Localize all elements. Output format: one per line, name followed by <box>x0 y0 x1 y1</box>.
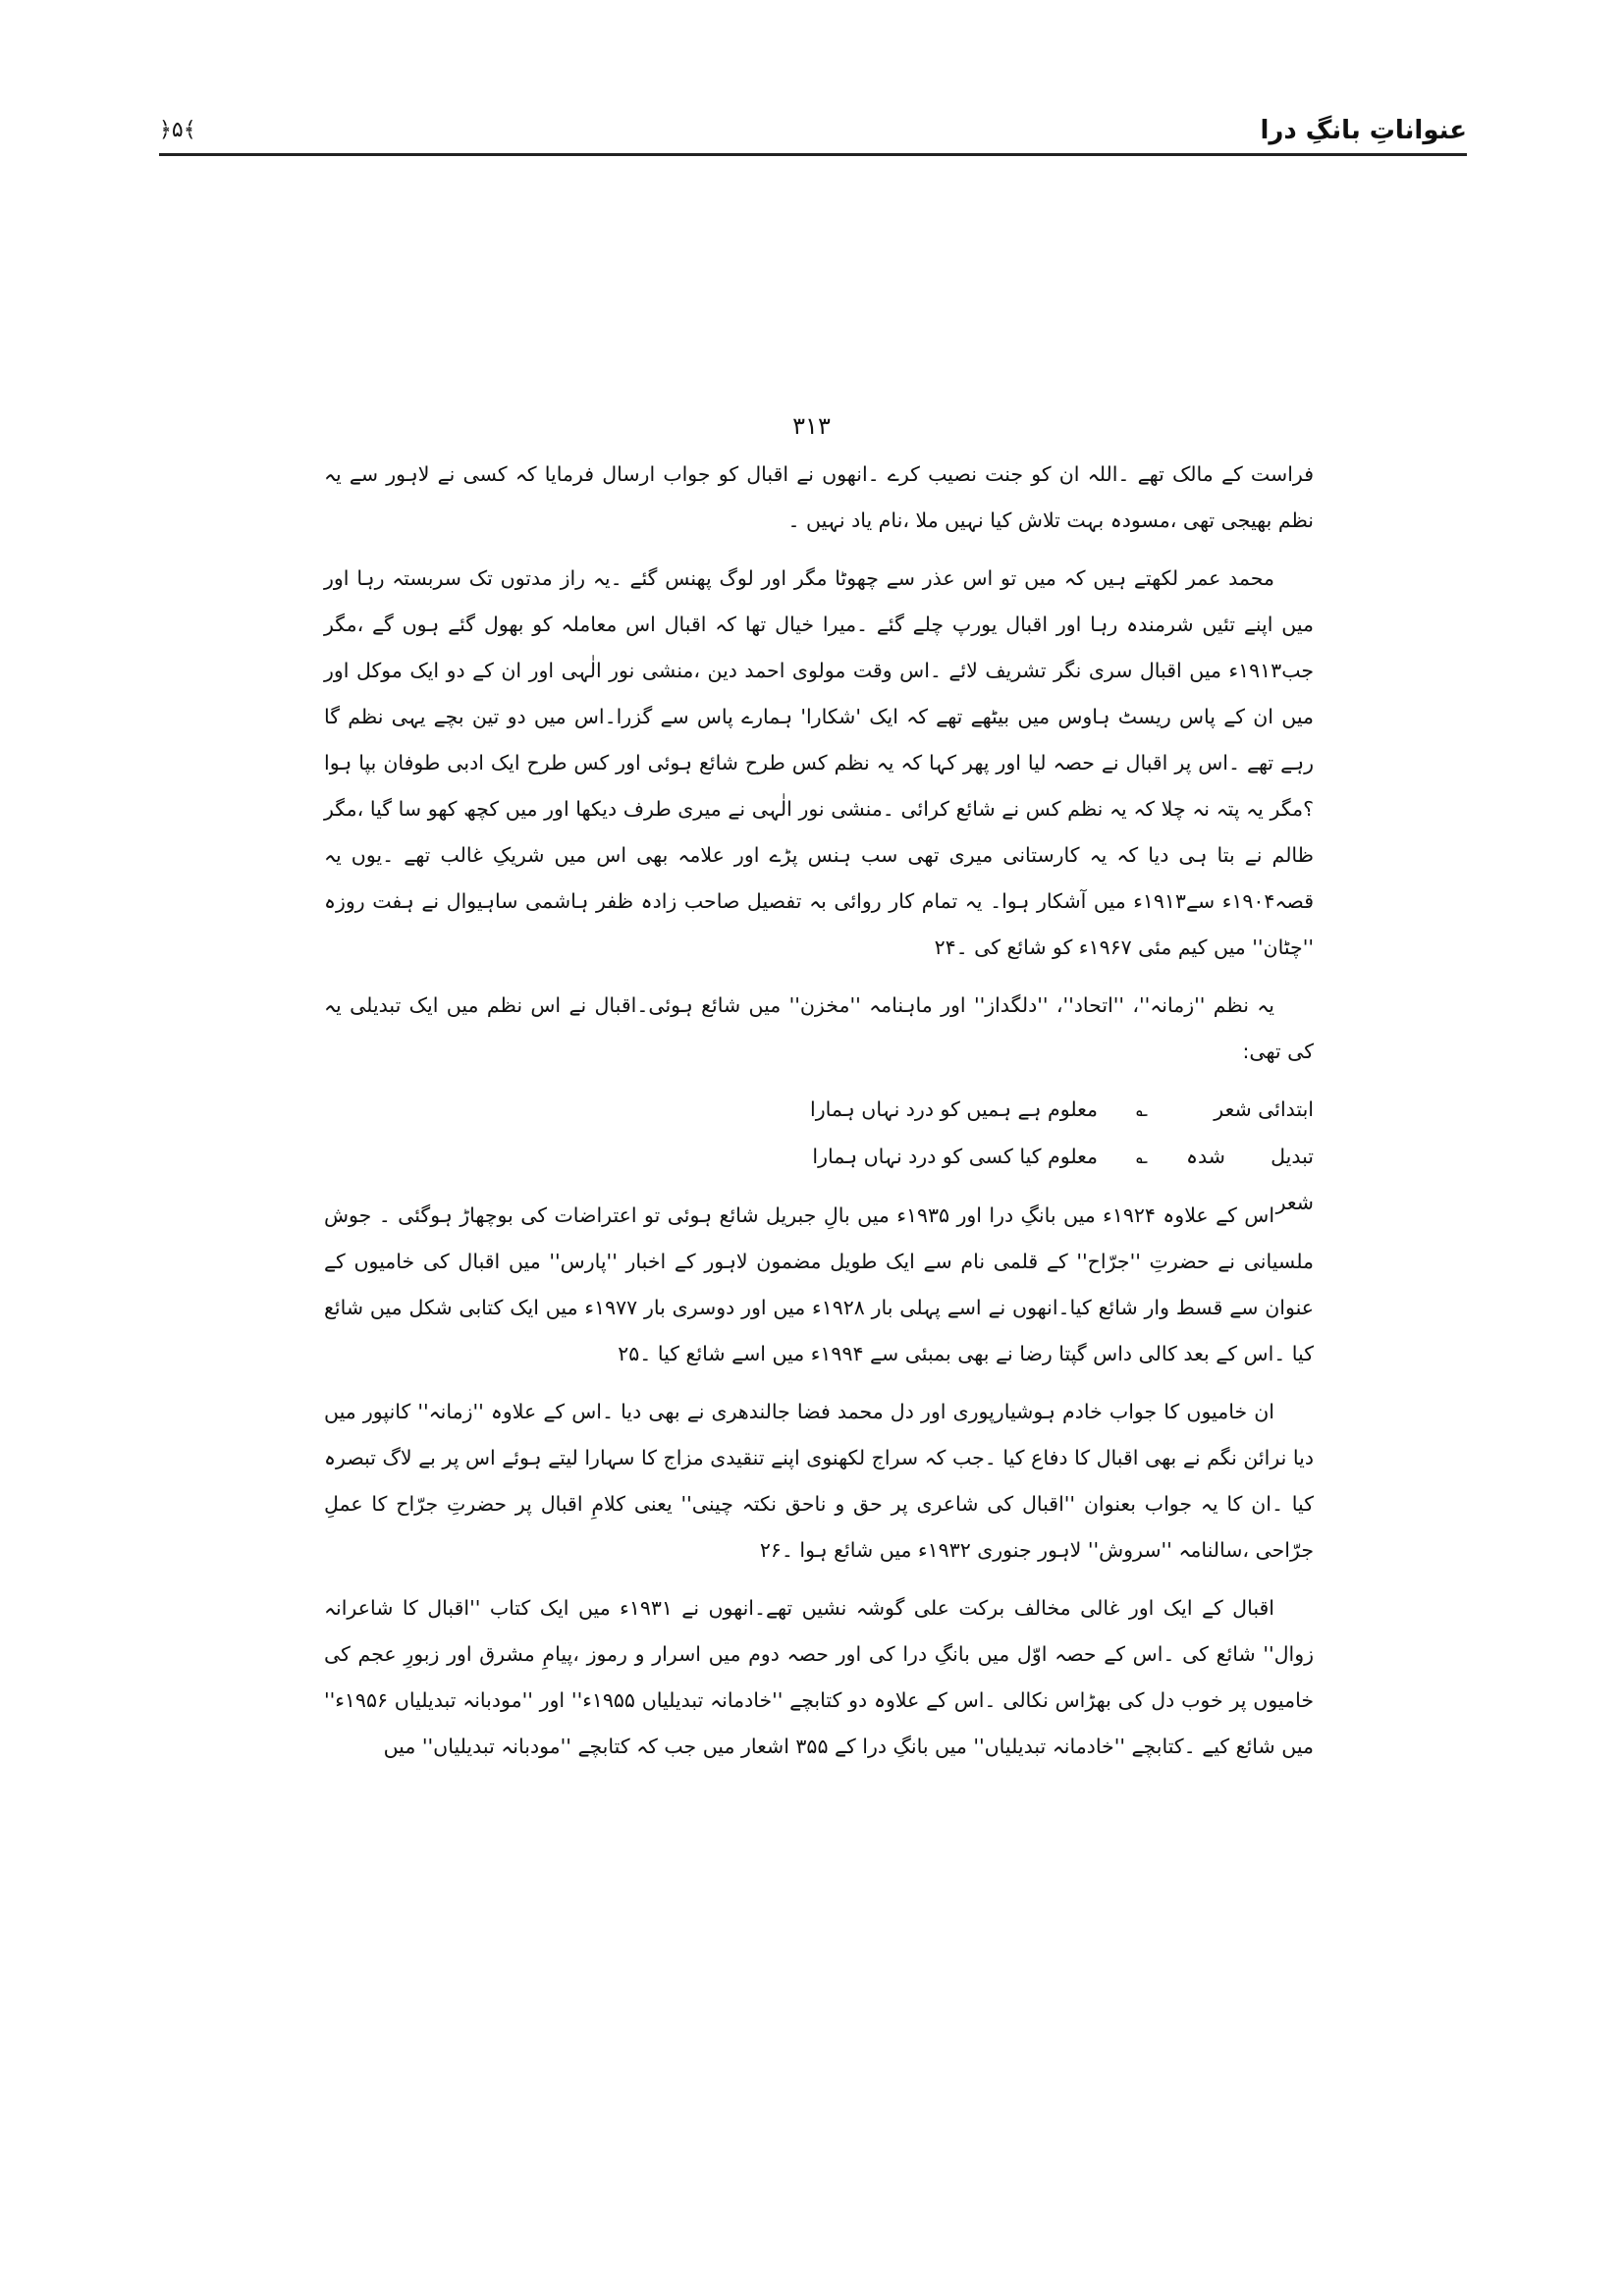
verse-row <box>324 1087 1314 1134</box>
paragraph: محمد عمر لکھتے ہیں کہ میں تو اس عذر سے چھوٹا مگر اور لوگ پھنس گئے ۔یہ راز مدتوں تک سربستہ رہا اور میں اپنے تئیں شرمندہ رہا اور اقبال یورپ چلے گئے ۔میرا خیال تھا کہ اقبال اس معاملہ کو بھول گئے ہوں گے ،مگر جب۱۹۱۳ء میں اقبال سری نگر تشریف لائے ۔اس وقت مولوی احمد دین ،منشی نور الٰہی اور ان کے دو ایک موکل اور میں ان کے پاس ریسٹ ہاوس میں بیٹھے تھے کہ ایک 'شکارا' ہمارے پاس سے گزرا۔اس میں دو تین بچے یہی نظم گا رہے تھے ۔اس پر اقبال نے حصہ لیا اور پھر کہا کہ یہ نظم کس طرح شائع ہوئی اور کس طرح ایک ادبی طوفان بپا ہوا ؟مگر یہ پتہ نہ چلا کہ یہ نظم کس نے شائع کرائی ۔منشی نور الٰہی نے میری طرف دیکھا اور میں کچھ کھو سا گیا ،مگر ظالم نے بتا ہی دیا کہ یہ کارستانی میری تھی سب ہنس پڑے اور علامہ بھی اس میں شریکِ غالب تھے ۔یوں یہ قصہ۱۹۰۴ء سے۱۹۱۳ء میں آشکار ہوا۔ یہ تمام کار روائی بہ تفصیل صاحب زادہ ظفر ہاشمی ساہیوال نے ہفت روزہ ''چٹان'' میں کیم مئی ۱۹۶۷ء کو شائع کی ۔۲۴ <box>324 566 1314 959</box>
paragraph: ان خامیوں کا جواب خادم ہوشیارپوری اور دل محمد فضا جالندھری نے بھی دیا ۔اس کے علاوہ ''زمانہ'' کانپور میں دیا نرائن نگم نے بھی اقبال کا دفاع کیا ۔جب کہ سراج لکھنوی اپنے تنقیدی مزاج کا سہارا لیتے ہوئے اس پر بے لاگ تبصرہ کیا ۔ان کا یہ جواب بعنوان ''اقبال کی شاعری پر حق و ناحق نکتہ چینی'' یعنی کلامِ اقبال پر حضرتِ جرّاح کا عملِ جرّاحی ،سالنامہ ''سروش'' لاہور جنوری ۱۹۳۲ء میں شائع ہوا ۔۲۶ <box>324 1400 1314 1562</box>
verse-label: تبدیل شدہ شعر <box>1186 1145 1314 1214</box>
header-divider <box>159 153 1467 156</box>
page-body <box>324 452 1314 1782</box>
page-number: ۳۱۳ <box>792 412 831 440</box>
paragraph: اقبال کے ایک اور غالی مخالف برکت علی گوشہ نشیں تھے۔انھوں نے ۱۹۳۱ء میں ایک کتاب ''اقبال کا شاعرانہ زوال'' شائع کی ۔اس کے حصہ اوّل میں بانگِ درا کی اور حصہ دوم میں اسرار و رموز ،پیامِ مشرق اور زبورِ عجم کی خامیوں پر خوب دل کی بھڑاس نکالی ۔اس کے علاوہ دو کتابچے ''خادمانہ تبدیلیاں ۱۹۵۵ء'' اور ''مودبانہ تبدیلیاں ۱۹۵۶ء'' میں شائع کیے ۔کتابچے ''خادمانہ تبدیلیاں'' میں بانگِ درا کے ۳۵۵ اشعار میں جب کہ کتابچے ''مودبانہ تبدیلیاں'' میں <box>324 1596 1314 1758</box>
verse-separator: ؎ <box>1135 1145 1148 1168</box>
verse-row <box>324 1134 1314 1214</box>
paragraph: یہ نظم ''زمانہ''، ''اتحاد''، ''دلگداز'' اور ماہنامہ ''مخزن'' میں شائع ہوئی۔اقبال نے اس نظم میں ایک تبدیلی یہ کی تھی: <box>324 993 1314 1063</box>
header-ornament-icon: ﴿۵﴾ <box>159 118 196 142</box>
verse-label: ابتدائی شعر <box>1214 1097 1314 1121</box>
running-header <box>159 110 1467 151</box>
verse-text: معلوم کیا کسی کو درد نہاں ہمارا <box>812 1145 1098 1168</box>
verse-separator: ؎ <box>1135 1097 1148 1121</box>
verse-text: معلوم ہے ہمیں کو درد نہاں ہمارا <box>810 1097 1098 1121</box>
verse-comparison <box>324 1087 1314 1214</box>
header-title: عنواناتِ بانگِ درا <box>1260 116 1467 145</box>
paragraph: اس کے علاوہ ۱۹۲۴ء میں بانگِ درا اور ۱۹۳۵ء میں بالِ جبریل شائع ہوئی تو اعتراضات کی بوچھاڑ ہوگئی ۔ جوش ملسیانی نے حضرتِ ''جرّاح'' کے قلمی نام سے ایک طویل مضمون لاہور کے اخبار ''پارس'' میں اقبال کی خامیوں کے عنوان سے قسط وار شائع کیا۔انھوں نے اسے پہلی بار ۱۹۲۸ء میں اور دوسری بار ۱۹۷۷ء میں ایک کتابی شکل میں شائع کیا ۔اس کے بعد کالی داس گپتا رضا نے بھی بمبئی سے ۱۹۹۴ء میں اسے شائع کیا ۔۲۵ <box>324 1203 1315 1365</box>
paragraph: فراست کے مالک تھے ۔اللہ ان کو جنت نصیب کرے ۔انھوں نے اقبال کو جواب ارسال فرمایا کہ کسی نے لاہور سے یہ نظم بھیجی تھی ،مسودہ بہت تلاش کیا نہیں ملا ،نام یاد نہیں ۔ <box>324 462 1314 532</box>
